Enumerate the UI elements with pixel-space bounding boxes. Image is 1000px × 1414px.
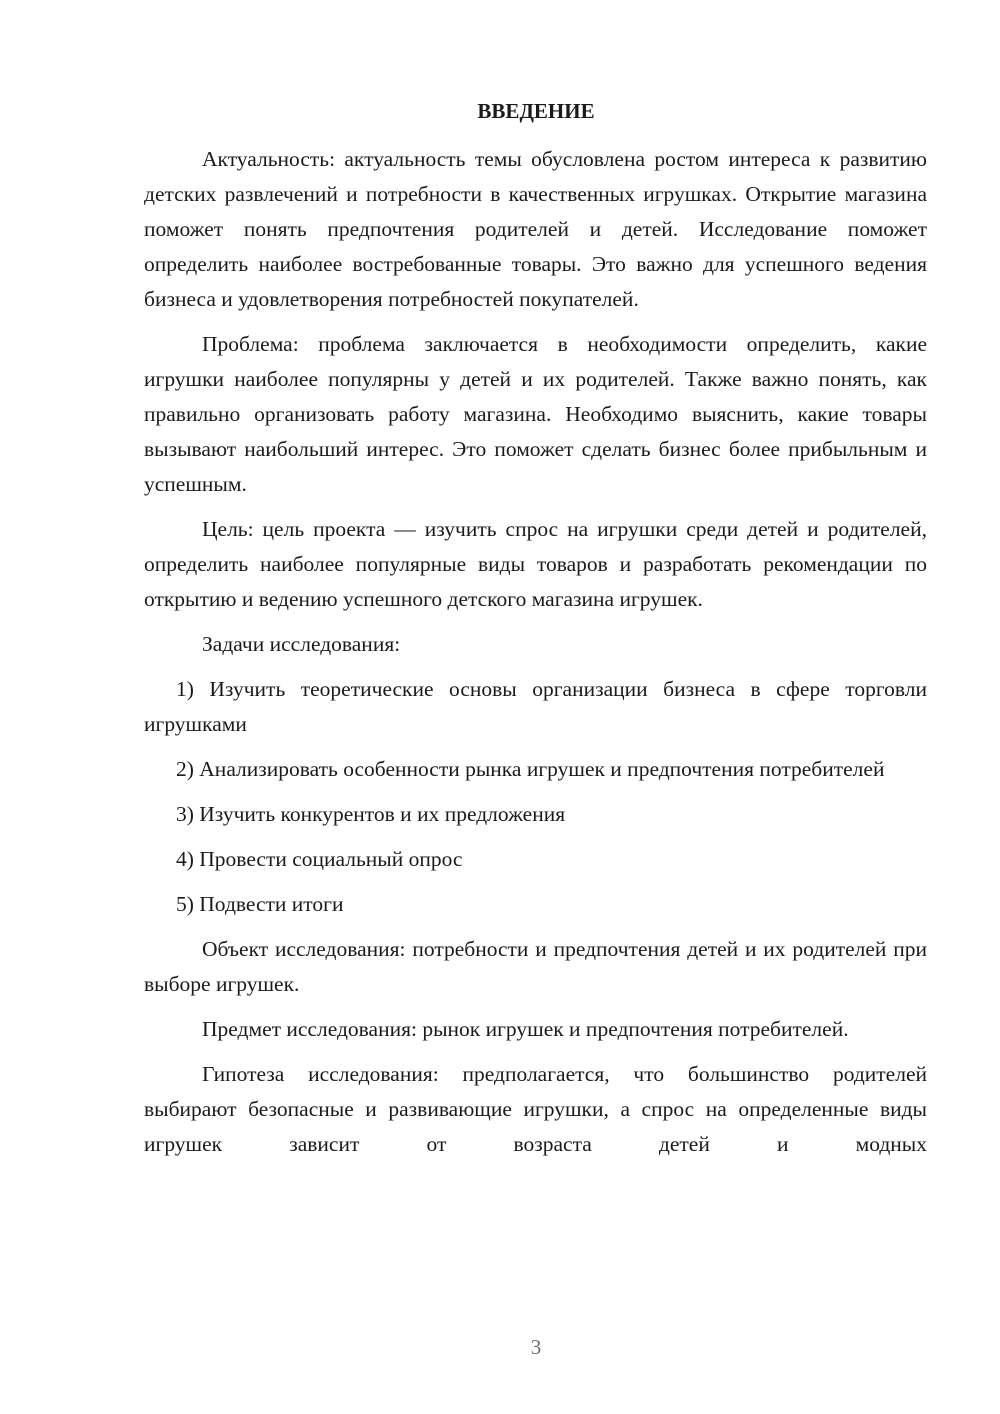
section-title: ВВЕДЕНИЕ bbox=[477, 99, 595, 123]
paragraph-problem: Проблема: проблема заключается в необходимости определить, какие игрушки наиболее популярны у детей и их родителей. Также важно понять, как правильно организовать работу магазина. Необходимо выяснить, какие товары вызывают наибольший интерес. Это поможет сделать бизнес более прибыльным и успешным. bbox=[144, 332, 927, 496]
task-item-1: 1) Изучить теоретические основы организации бизнеса в сфере торговли игрушками bbox=[144, 677, 927, 736]
task-item-3: 3) Изучить конкурентов и их предложения bbox=[176, 802, 566, 826]
task-item-4: 4) Провести социальный опрос bbox=[176, 847, 463, 871]
page-number: 3 bbox=[530, 1335, 542, 1359]
paragraph-subject: Предмет исследования: рынок игрушек и предпочтения потребителей. bbox=[202, 1017, 849, 1041]
paragraph-hypothesis: Гипотеза исследования: предполагается, что большинство родителей выбирают безопасные и развивающие игрушки, а спрос на определенные виды игрушек зависит от возраста детей и модных bbox=[144, 1062, 927, 1156]
task-item-2: 2) Анализировать особенности рынка игрушек и предпочтения потребителей bbox=[176, 757, 885, 781]
paragraph-relevance: Актуальность: актуальность темы обусловлена ростом интереса к развитию детских развлечений и потребности в качественных игрушках. Открытие магазина поможет понять предпочтения родителей и детей. Исследование поможет определить наиболее востребованные товары. Это важно для успешного ведения бизнеса и удовлетворения потребностей покупателей. bbox=[144, 147, 927, 311]
document-body bbox=[144, 142, 927, 1172]
paragraph-tasks-heading: Задачи исследования: bbox=[202, 632, 401, 656]
paragraph-goal: Цель: цель проекта — изучить спрос на игрушки среди детей и родителей, определить наиболее популярные виды товаров и разработать рекомендации по открытию и ведению успешного детского магазина игрушек. bbox=[144, 517, 927, 611]
task-item-5: 5) Подвести итоги bbox=[176, 892, 344, 916]
paragraph-object: Объект исследования: потребности и предпочтения детей и их родителей при выборе игрушек. bbox=[144, 937, 927, 996]
